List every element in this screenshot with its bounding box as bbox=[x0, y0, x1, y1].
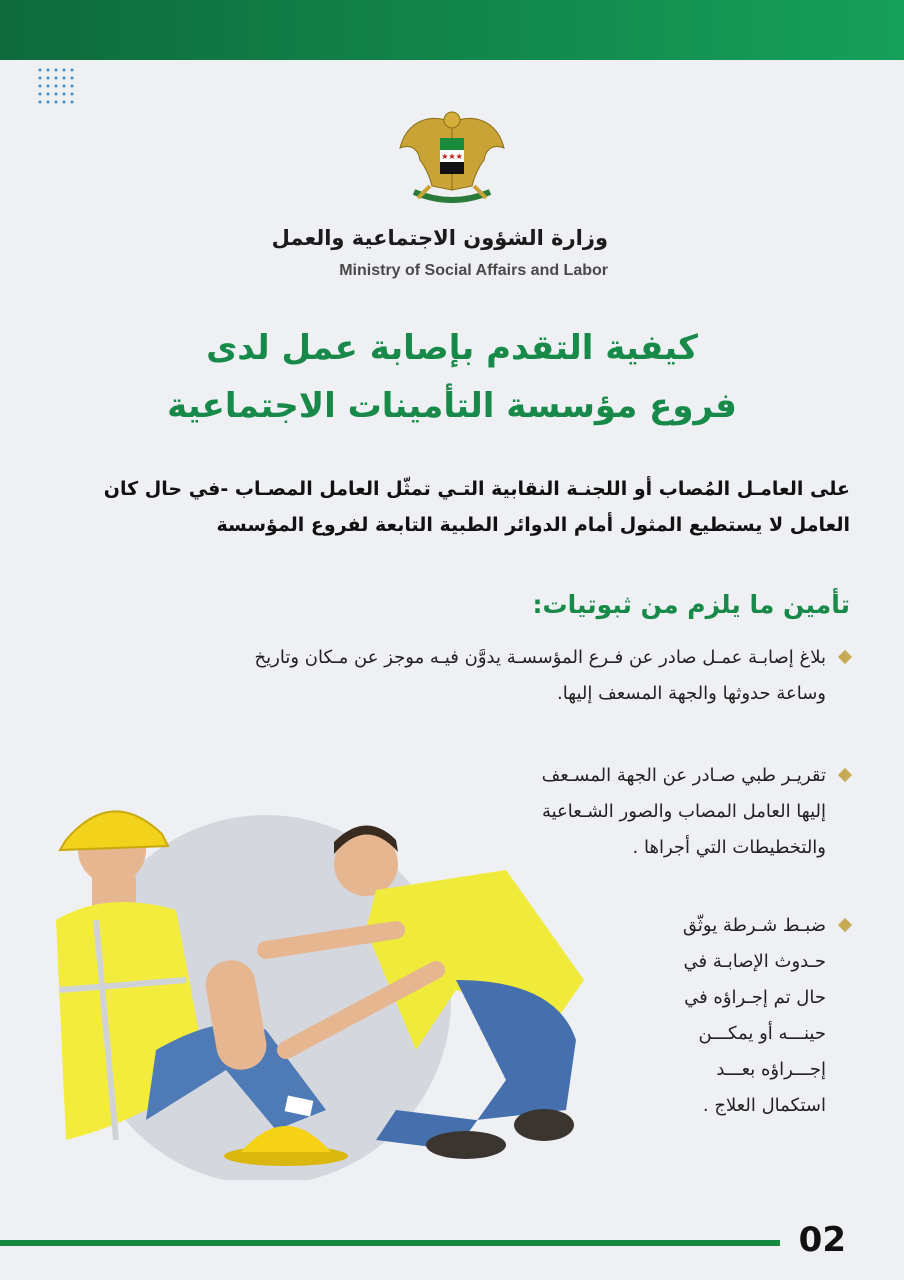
bullet-line: والتخطيطات التي أجراها . bbox=[632, 837, 826, 858]
page-title-line-2: فروع مؤسسة التأمينات الاجتماعية bbox=[167, 386, 737, 426]
bullet-line: بلاغ إصابـة عمـل صادر عن فـرع المؤسسـة يدوَّن فيـه موجز عن مـكان وتاريخ bbox=[254, 647, 826, 668]
page-title-line-1: كيفية التقدم بإصابة عمل لدى bbox=[206, 328, 698, 368]
bullet-line: استكمال العلاج . bbox=[702, 1095, 826, 1116]
decorative-dot-grid bbox=[36, 66, 76, 106]
bullet-item bbox=[46, 640, 826, 712]
gold-diamond-icon bbox=[838, 768, 852, 782]
bullet-item bbox=[586, 908, 826, 1124]
top-green-bar bbox=[0, 0, 904, 60]
bullet-line: إليها العامل المصاب والصور الشـعاعية bbox=[541, 801, 826, 822]
injured-worker-illustration bbox=[36, 780, 596, 1180]
bullet-line: حال تم إجـراؤه في bbox=[684, 987, 826, 1008]
gold-diamond-icon bbox=[838, 918, 852, 932]
section-heading: تأمين ما يلزم من ثبوتيات: bbox=[532, 590, 850, 619]
page-number: 02 bbox=[798, 1220, 846, 1260]
bullet-line: تقريـر طبي صـادر عن الجهة المسـعف bbox=[541, 765, 826, 786]
ministry-name-arabic: وزارة الشؤون الاجتماعية والعمل bbox=[271, 226, 608, 250]
gold-diamond-icon bbox=[838, 650, 852, 664]
bottom-green-line bbox=[0, 1240, 780, 1246]
bullet-line: إجـــراؤه بعـــد bbox=[716, 1059, 826, 1080]
svg-text:★★★: ★★★ bbox=[441, 152, 463, 161]
bullet-line: وساعة حدوثها والجهة المسعف إليها. bbox=[556, 683, 826, 704]
intro-text-line-2: العامل لا يستطيع المثول أمام الدوائر الطبية التابعة لفروع المؤسسة bbox=[216, 514, 850, 536]
bullet-line: حينـــه أو يمكـــن bbox=[698, 1023, 826, 1044]
bullet-line: ضبـط شـرطة يوثّق bbox=[682, 915, 826, 936]
intro-text-line-1: على العامـل المُصاب أو اللجنـة النقابية التـي تمثّل العامل المصـاب -في حال كان bbox=[103, 478, 850, 500]
ministry-name-english: Ministry of Social Affairs and Labor bbox=[339, 262, 608, 279]
eagle-emblem-icon bbox=[396, 108, 508, 210]
bullet-line: حـدوث الإصابـة في bbox=[683, 951, 826, 972]
